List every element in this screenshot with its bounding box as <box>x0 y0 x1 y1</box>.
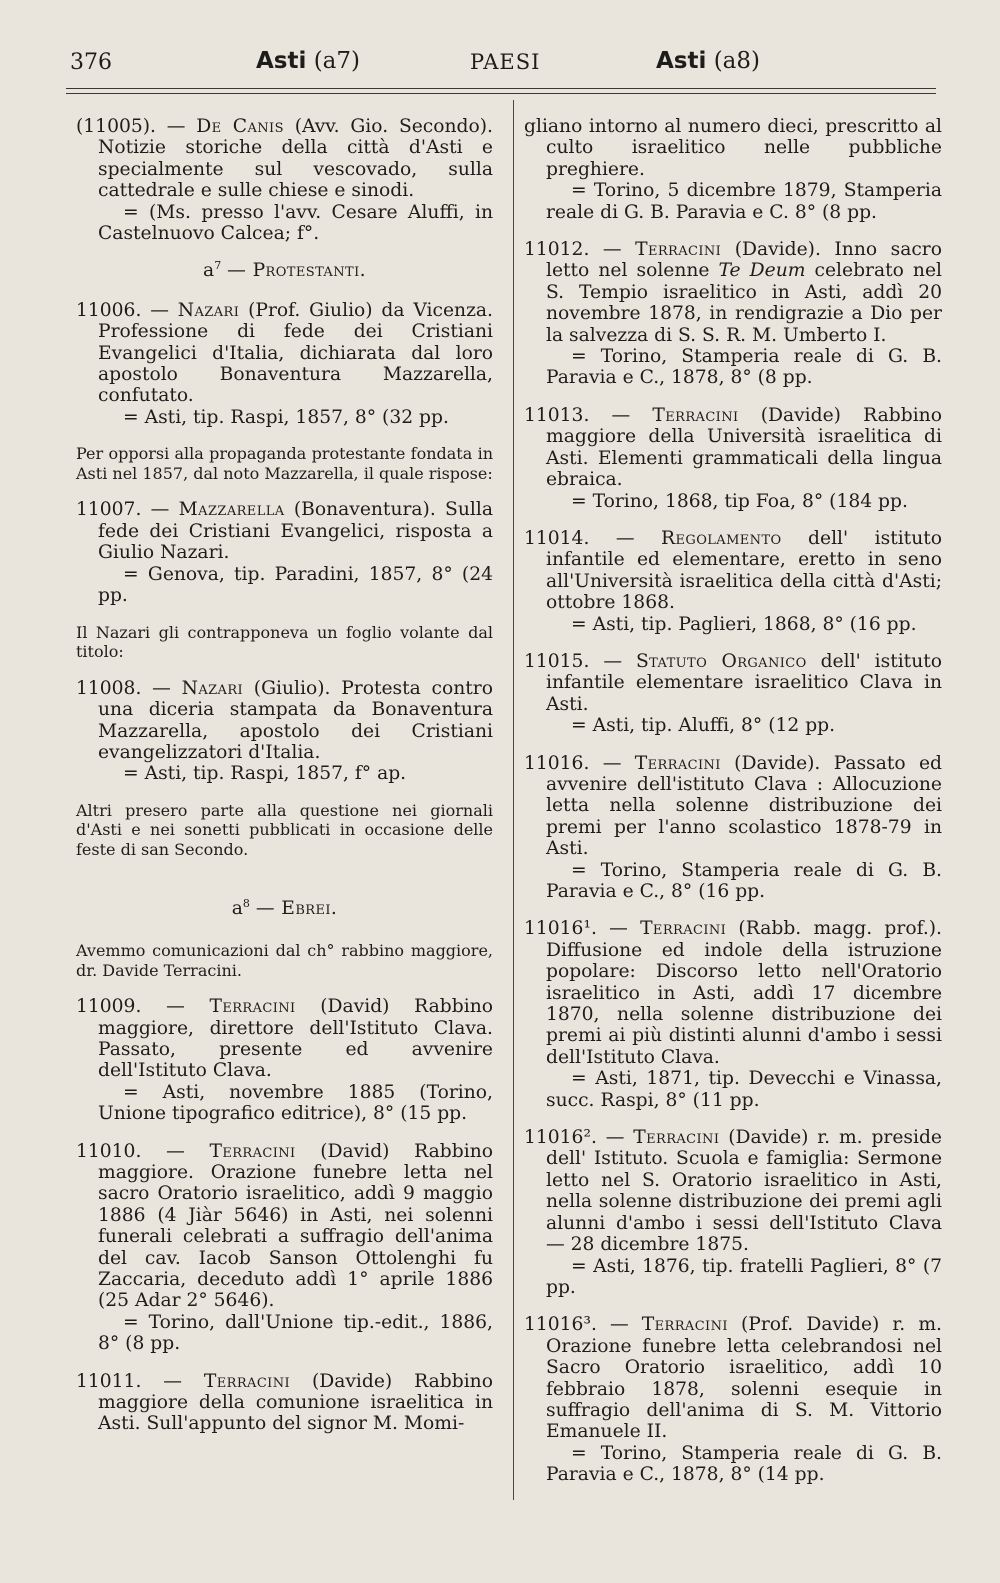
header-rule <box>66 88 936 89</box>
running-head-right: Asti (a8) <box>656 48 760 74</box>
entry-publication: = Genova, tip. Paradini, 1857, 8° (24 pp. <box>98 563 493 607</box>
running-head-left: Asti (a7) <box>256 48 360 74</box>
entry-11005: (11005). — De Canis (Avv. Gio. Secondo). Notizie storiche della città d'Asti e specialmente sul vescovado, sulla cattedrale e sulle chiese e sinodi. = (Ms. presso l'avv. Cesare Aluffi, in Castelnuovo Calcea; f°. <box>76 116 494 245</box>
entry-author: Terracini <box>209 1140 296 1162</box>
entry-publication: = Asti, novembre 1885 (Torino, Unione tipografico editrice), 8° (15 pp. <box>98 1081 493 1125</box>
header-rule-second <box>66 93 936 94</box>
entry-11008: 11008. — Nazari (Giulio). Protesta contro una diceria stampata da Bonaventura Mazzarella, apostolo dei Cristiani evangelizzatori d'Italia. = Asti, tip. Raspi, 1857, f° ap. <box>76 677 493 785</box>
entry-11009: 11009. — Terracini (David) Rabbino maggiore, direttore dell'Istituto Clava. Passato, presente ed avvenire dell'Istituto Clava. = Asti, novembre 1885 (Torino, Unione tipografico editrice), 8° (15 pp. <box>76 996 493 1125</box>
editorial-note: Il Nazari gli contrapponeva un foglio volante dal titolo: <box>76 622 493 662</box>
entry-author: Mazzarella <box>178 499 285 521</box>
entry-publication: = Asti, tip. Aluffi, 8° (12 pp. <box>571 715 836 737</box>
entry-publication: = Torino, Stamperia reale di G. B. Paravia e C., 8° (16 pp. <box>546 859 942 902</box>
entry-11011: 11011. — Terracini (Davide) Rabbino maggiore della comunione israelitica in Asti. Sull'appunto del signor M. Momi- <box>76 1370 493 1435</box>
entry-11015: 11015. — Statuto Organico dell' istituto infantile elementare israelitico Clava in Asti. = Asti, tip. Aluffi, 8° (12 pp. <box>524 650 942 737</box>
entry-publication: = Asti, tip. Raspi, 1857, f° ap. <box>123 763 407 785</box>
entry-author: Terracini <box>633 1127 720 1149</box>
entry-publication: = Torino, dall'Unione tip.-edit., 1886, 8° (8 pp. <box>98 1311 493 1355</box>
entry-author: Nazari <box>181 677 244 699</box>
running-head-center: PAESI <box>470 50 541 74</box>
left-column <box>76 116 493 1451</box>
column-divider <box>513 100 514 1500</box>
editorial-note: Avemmo comunicazioni dal ch° rabbino maggiore, dr. Davide Terracini. <box>76 940 493 980</box>
entry-author: Terracini <box>634 752 721 774</box>
entry-author: Terracini <box>209 996 296 1018</box>
entry-publication: = Asti, tip. Paglieri, 1868, 8° (16 pp. <box>571 613 917 635</box>
entry-author: Terracini <box>641 1314 728 1336</box>
entry-author: De Canis <box>196 116 284 137</box>
entry-11012: 11012. — Terracini (Davide). Inno sacro letto nel solenne Te Deum celebrato nel S. Tempio israelitico in Asti, addì 20 novembre 1878, in rendigrazie a Dio per la salvezza di S. S. R. M. Umberto I. = Torino, Stamperia reale di G. B. Paravia e C., 1878, 8° (8 pp. <box>524 239 942 389</box>
entry-author: Nazari <box>177 299 240 321</box>
entry-11010: 11010. — Terracini (David) Rabbino maggiore. Orazione funebre letta nel sacro Oratorio israelitico, addì 9 maggio 1886 (4 Jiàr 5646) in Asti, nei solenni funerali celebrati a suffragio dell'anima del cav. Iacob Sanson Ottolenghi fu Zaccaria, deceduto addì 1° aprile 1886 (25 Adar 2° 5646). = Torino, dall'Unione tip.-edit., 1886, 8° (8 pp. <box>76 1140 493 1355</box>
entry-11011-continued: gliano intorno al numero dieci, prescritto al culto israelitico nelle pubbliche preghiere. = Torino, 5 dicembre 1879, Stamperia reale di G. B. Paravia e C. 8° (8 pp. <box>524 116 942 223</box>
entry-author: Terracini <box>203 1370 291 1392</box>
entry-11016-1: 11016¹. — Terracini (Rabb. magg. prof.). Diffusione ed indole della istruzione popolare: Discorso letto nell'Oratorio israelitico in Asti, addì 17 dicembre 1870, nella solenne distribuzione dei premi ai più distinti alunni d'ambo i sessi dell'Istituto Clava. = Asti, 1871, tip. Devecchi e Vinassa, succ. Raspi, 8° (11 pp. <box>524 918 942 1111</box>
entry-11007: 11007. — Mazzarella (Bonaventura). Sulla fede dei Cristiani Evangelici, risposta a Giulio Nazari. = Genova, tip. Paradini, 1857, 8° (24 pp. <box>76 499 493 607</box>
entry-11016-3: 11016³. — Terracini (Prof. Davide) r. m. Orazione funebre letta celebrandosi nel Sacro Oratorio israelitico, addì 10 febbraio 1878, solenni esequie in suffragio dell'anima di S. M. Vittorio Emanuele II. = Torino, Stamperia reale di G. B. Paravia e C., 1878, 8° (14 pp. <box>524 1314 942 1486</box>
entry-author: Terracini <box>635 239 722 261</box>
entry-author: Regolamento <box>661 527 782 549</box>
entry-11016: 11016. — Terracini (Davide). Passato ed avvenire dell'istituto Clava : Allocuzione letta nella solenne distribuzione dei premi per l'anno scolastico 1878-79 in Asti. = Torino, Stamperia reale di G. B. Paravia e C., 8° (16 pp. <box>524 752 942 902</box>
entry-publication: = Asti, tip. Raspi, 1857, 8° (32 pp. <box>123 406 449 428</box>
entry-11006: 11006. — Nazari (Prof. Giulio) da Vicenza. Professione di fede dei Cristiani Evangelici d'Italia, dichiarata dal loro apostolo Bonaventura Mazzarella, confutato. = Asti, tip. Raspi, 1857, 8° (32 pp. <box>76 299 493 428</box>
entry-author: Statuto Organico <box>635 650 807 672</box>
entry-publication: = (Ms. presso l'avv. Cesare Aluffi, in Castelnuovo Calcea; f°. <box>98 201 493 245</box>
entry-publication: = Torino, Stamperia reale di G. B. Paravia e C., 1878, 8° (8 pp. <box>546 346 942 389</box>
entry-author: Terracini <box>640 918 727 940</box>
section-heading-a7: $a^7$ — Protestanti. <box>203 259 366 282</box>
entry-author: Terracini <box>652 404 739 426</box>
entry-publication: = Torino, 5 dicembre 1879, Stamperia reale di G. B. Paravia e C. 8° (8 pp. <box>546 180 942 223</box>
entry-11014: 11014. — Regolamento dell' istituto infantile ed elementare, eretto in seno all'Università israelitica della città d'Asti; ottobre 1868. = Asti, tip. Paglieri, 1868, 8° (16 pp. <box>524 527 942 635</box>
entry-publication: = Torino, Stamperia reale di G. B. Paravia e C., 1878, 8° (14 pp. <box>546 1442 942 1486</box>
editorial-note: Per opporsi alla propaganda protestante fondata in Asti nel 1857, dal noto Mazzarella, il quale rispose: <box>76 444 493 483</box>
section-heading-a8: $a^8$ — Ebrei. <box>231 896 338 919</box>
entry-publication: = Asti, 1876, tip. fratelli Paglieri, 8° (7 pp. <box>546 1255 942 1298</box>
page-header <box>0 0 1000 100</box>
entry-publication: = Asti, 1871, tip. Devecchi e Vinassa, succ. Raspi, 8° (11 pp. <box>546 1068 942 1111</box>
entry-publication: = Torino, 1868, tip Foa, 8° (184 pp. <box>571 490 908 512</box>
right-column <box>524 116 942 1502</box>
page-number: 376 <box>70 50 112 75</box>
editorial-note: Altri presero parte alla questione nei giornali d'Asti e nei sonetti pubblicati in occasione delle feste di san Secondo. <box>76 800 493 859</box>
entry-11013: 11013. — Terracini (Davide) Rabbino maggiore della Università israelitica di Asti. Elementi grammaticali della lingua ebraica. = Torino, 1868, tip Foa, 8° (184 pp. <box>524 404 942 512</box>
entry-11016-2: 11016². — Terracini (Davide) r. m. preside dell' Istituto. Scuola e famiglia: Sermone letto nel S. Oratorio israelitico in Asti, nella solenne distribuzione dei premi agli alunni d'ambo i sessi dell'Istituto Clava — 28 dicembre 1875. = Asti, 1876, tip. fratelli Paglieri, 8° (7 pp. <box>524 1127 942 1298</box>
